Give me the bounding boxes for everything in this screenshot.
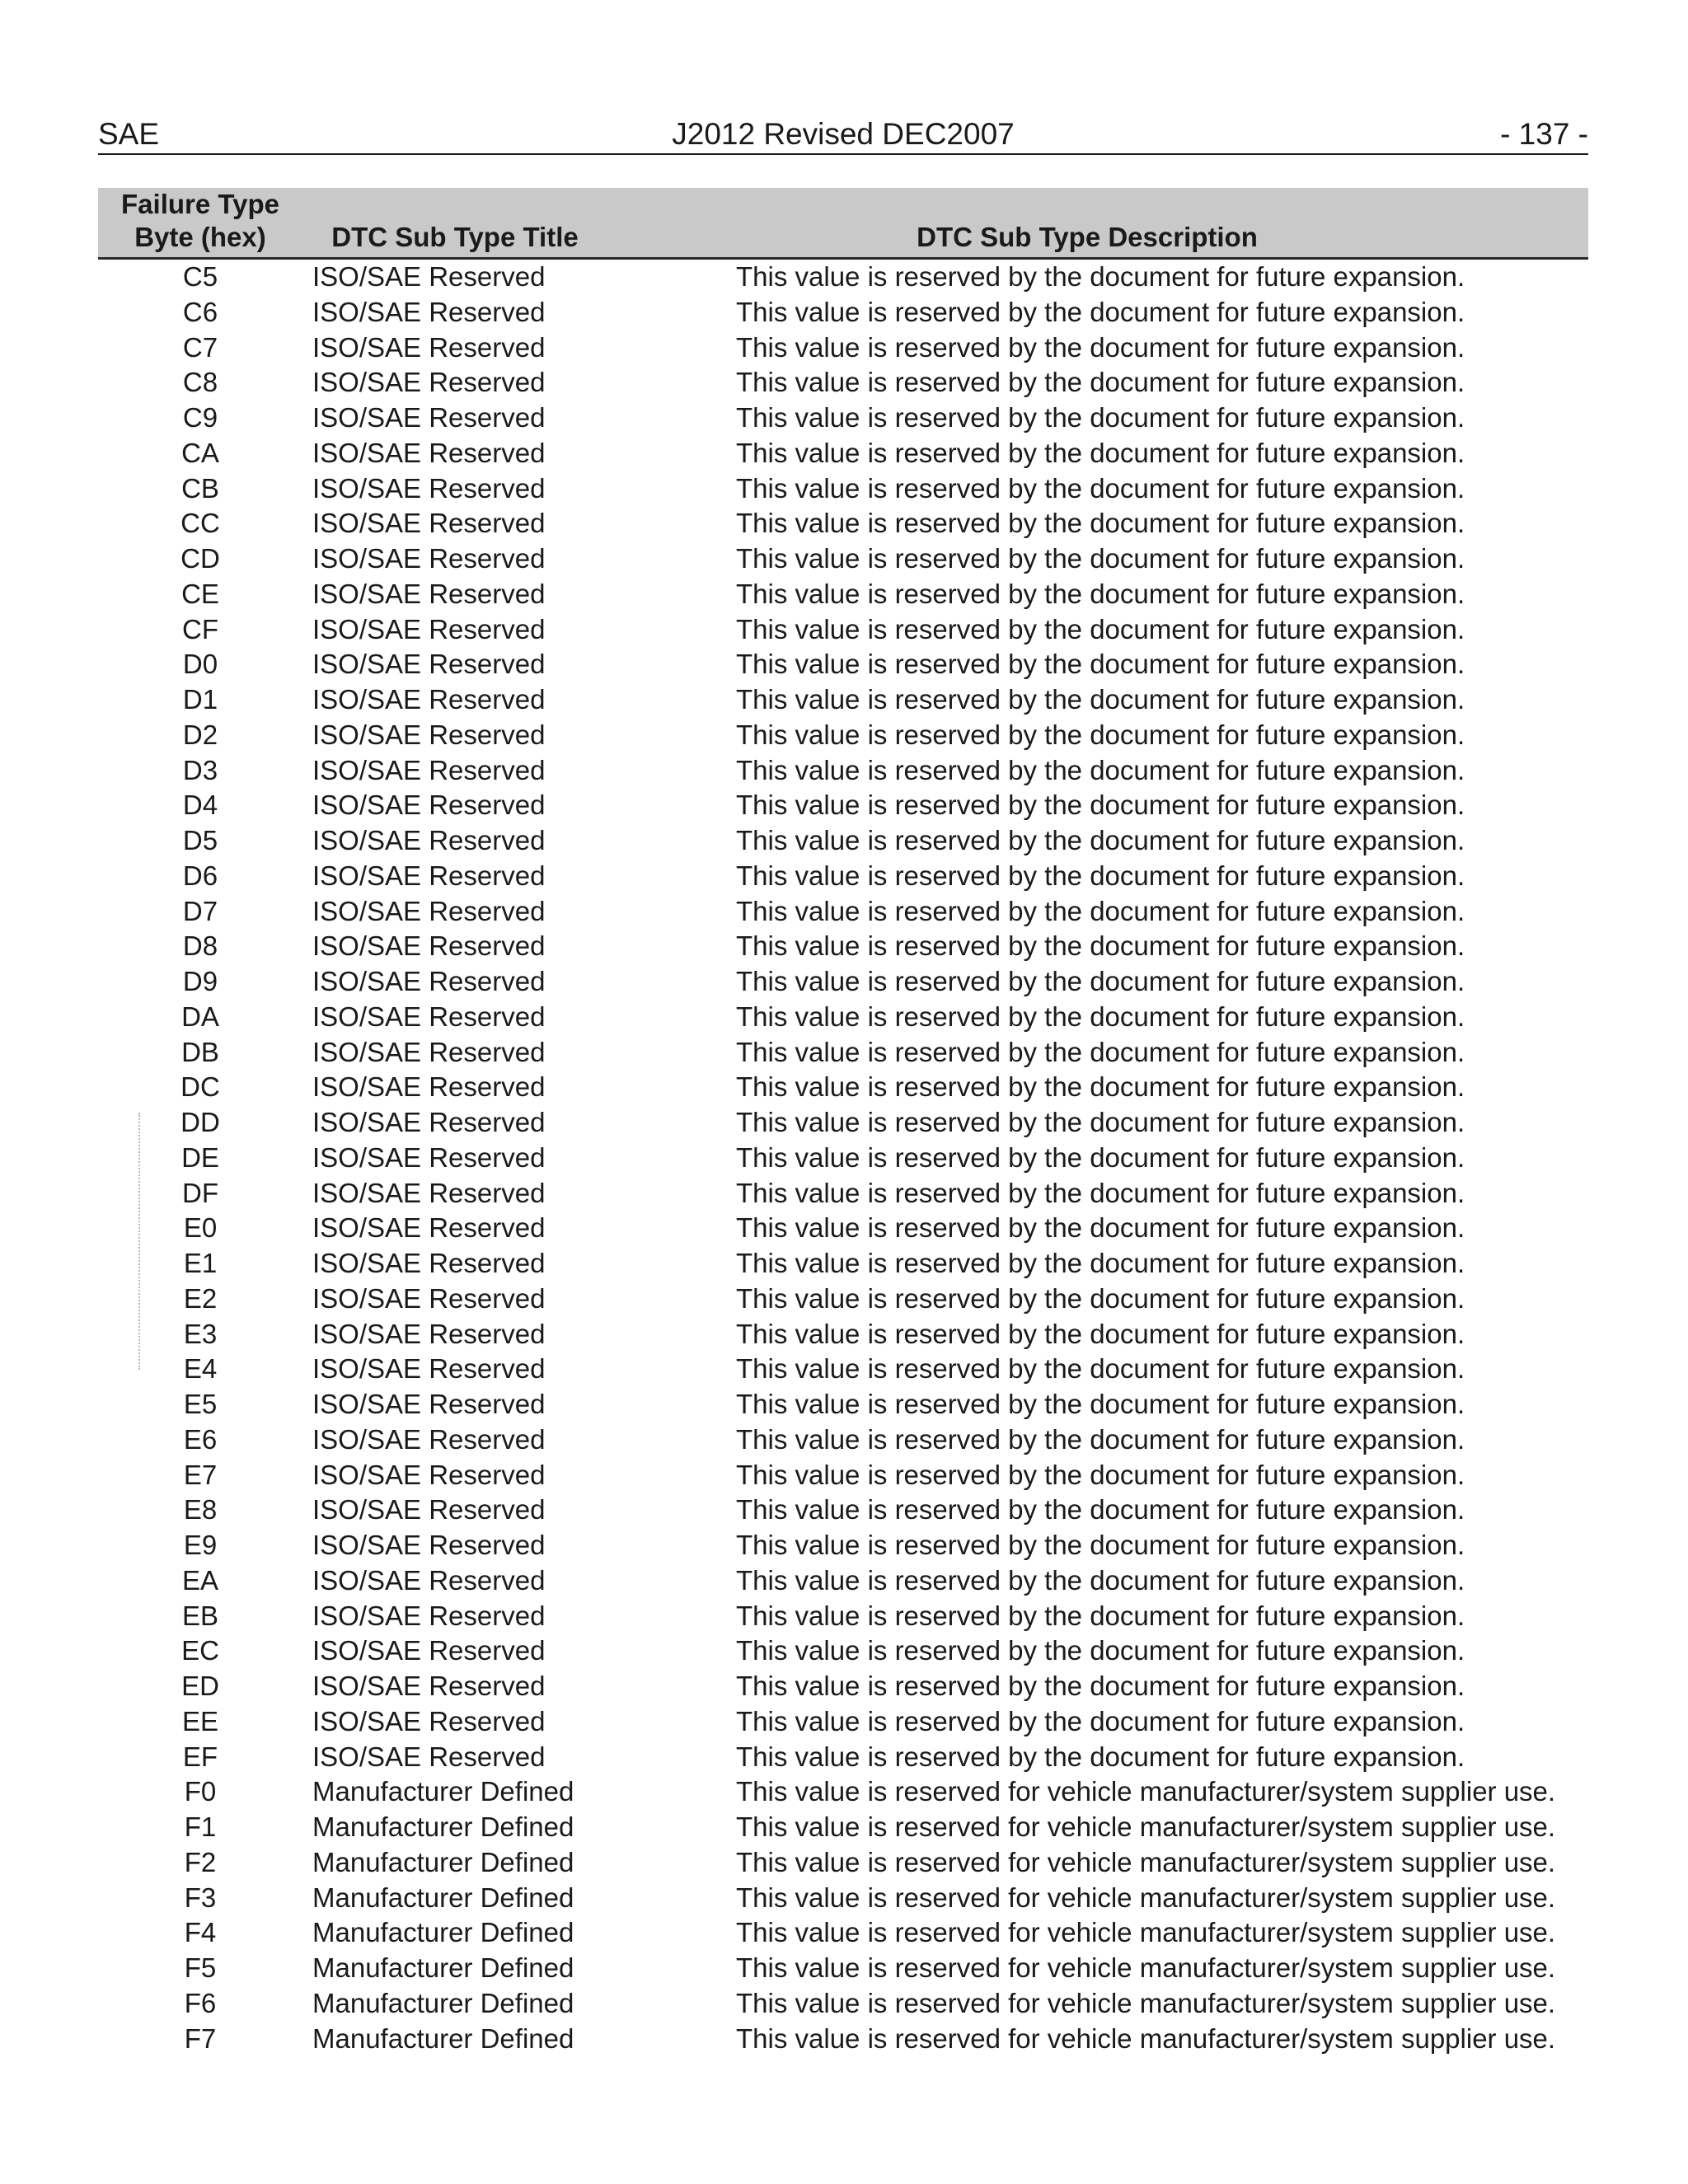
sub-type-title-cell: ISO/SAE Reserved — [312, 1282, 546, 1314]
failure-type-byte-cell: C9 — [182, 402, 218, 433]
table-row — [98, 1774, 1588, 1810]
sub-type-description-cell: This value is reserved by the document for future expansion. — [736, 437, 1465, 468]
table-row — [98, 1317, 1588, 1352]
sub-type-description-cell: This value is reserved by the document for future expansion. — [736, 1318, 1465, 1349]
sub-type-description-cell: This value is reserved by the document for future expansion. — [736, 472, 1465, 504]
sub-type-title-cell: ISO/SAE Reserved — [312, 1141, 546, 1173]
table-row — [98, 859, 1588, 894]
column-header-failure-type — [98, 188, 302, 254]
failure-type-byte-cell: D6 — [182, 860, 218, 891]
failure-type-byte-cell: EC — [181, 1635, 219, 1666]
table-row — [98, 894, 1588, 930]
sub-type-title-cell: Manufacturer Defined — [312, 1882, 574, 1913]
failure-type-byte-cell: CE — [181, 578, 219, 609]
sub-type-title-cell: ISO/SAE Reserved — [312, 966, 546, 996]
failure-type-byte-cell: DB — [181, 1036, 219, 1067]
sub-type-description-cell: This value is reserved by the document for future expansion. — [736, 1107, 1465, 1137]
sub-type-title-cell: ISO/SAE Reserved — [312, 895, 546, 926]
table-row — [98, 401, 1588, 436]
sub-type-title-cell: ISO/SAE Reserved — [312, 930, 546, 962]
failure-type-byte-cell: DC — [181, 1071, 220, 1103]
sub-type-description-cell: This value is reserved by the document for future expansion. — [736, 930, 1465, 962]
table-row — [98, 1528, 1588, 1563]
table-row — [98, 1000, 1588, 1035]
column-header-sub-type-description: DTC Sub Type Description — [917, 222, 1258, 252]
sub-type-description-cell: This value is reserved by the document for future expansion. — [736, 684, 1465, 715]
failure-type-byte-cell: F6 — [184, 1987, 217, 2018]
sub-type-title-cell: ISO/SAE Reserved — [312, 860, 546, 891]
sub-type-description-cell: This value is reserved by the document for future expansion. — [736, 543, 1465, 574]
failure-type-byte-cell: F4 — [184, 1917, 217, 1948]
table-row — [98, 1881, 1588, 1916]
failure-type-byte-cell: D7 — [182, 895, 218, 926]
failure-type-byte-cell: F2 — [184, 1846, 217, 1877]
sub-type-title-cell: ISO/SAE Reserved — [312, 1107, 546, 1137]
table-row — [98, 1211, 1588, 1246]
sub-type-title-cell: ISO/SAE Reserved — [312, 613, 546, 644]
table-row — [98, 929, 1588, 964]
sub-type-description-cell: This value is reserved by the document for future expansion. — [736, 1248, 1465, 1278]
sub-type-description-cell: This value is reserved by the document for future expansion. — [736, 1564, 1465, 1596]
failure-type-byte-cell: C7 — [182, 331, 218, 363]
sub-type-description-cell: This value is reserved by the document for future expansion. — [736, 331, 1465, 363]
failure-type-byte-cell: CB — [181, 472, 219, 504]
failure-type-byte-cell: CC — [181, 508, 220, 539]
failure-type-byte-cell: E7 — [183, 1459, 218, 1490]
failure-type-byte-cell: D1 — [182, 684, 218, 715]
sub-type-title-cell: ISO/SAE Reserved — [312, 508, 546, 539]
sub-type-description-cell: This value is reserved by the document for future expansion. — [736, 966, 1465, 996]
sub-type-title-cell: ISO/SAE Reserved — [312, 1564, 546, 1596]
sub-type-title-cell: ISO/SAE Reserved — [312, 1389, 546, 1419]
header-org: SAE — [98, 117, 160, 151]
sub-type-description-cell: This value is reserved by the document for future expansion. — [736, 613, 1465, 644]
failure-type-byte-cell: EE — [181, 1705, 219, 1736]
failure-type-byte-cell: CD — [181, 543, 220, 574]
failure-type-byte-cell: E6 — [183, 1423, 218, 1455]
table-row — [98, 1493, 1588, 1528]
table-row — [98, 365, 1588, 401]
table-row — [98, 1387, 1588, 1422]
table-row — [98, 788, 1588, 823]
sub-type-title-cell: ISO/SAE Reserved — [312, 1530, 546, 1560]
failure-type-byte-cell: E9 — [183, 1530, 218, 1560]
sub-type-title-cell: Manufacturer Defined — [312, 1917, 574, 1948]
failure-type-byte-cell: F1 — [184, 1811, 217, 1842]
sub-type-title-cell: ISO/SAE Reserved — [312, 1671, 546, 1701]
sub-type-description-cell: This value is reserved by the document for future expansion. — [736, 367, 1465, 398]
column-header-sub-type-title: DTC Sub Type Title — [331, 222, 579, 252]
failure-type-byte-cell: E3 — [183, 1318, 218, 1349]
header-page-number: - 137 - — [1500, 117, 1588, 151]
sub-type-description-cell: This value is reserved by the document for future expansion. — [736, 719, 1465, 750]
table-row — [98, 1458, 1588, 1493]
table-body — [98, 260, 1588, 2056]
sub-type-title-cell: Manufacturer Defined — [312, 1776, 574, 1807]
table-row — [98, 1986, 1588, 2022]
sub-type-title-cell: Manufacturer Defined — [312, 1952, 574, 1983]
table-row — [98, 1563, 1588, 1599]
table-row — [98, 436, 1588, 471]
sub-type-description-cell: This value is reserved by the document for future expansion. — [736, 895, 1465, 926]
sub-type-title-cell: ISO/SAE Reserved — [312, 367, 546, 398]
column-header-failure-type-line1: Failure Type — [121, 189, 279, 219]
sub-type-description-cell: This value is reserved by the document for future expansion. — [736, 1141, 1465, 1173]
table-row — [98, 330, 1588, 366]
sub-type-description-cell: This value is reserved for vehicle manufacturer/system supplier use. — [736, 1952, 1556, 1983]
sub-type-title-cell: ISO/SAE Reserved — [312, 1494, 546, 1526]
sub-type-title-cell: ISO/SAE Reserved — [312, 1001, 546, 1032]
failure-type-byte-cell: CF — [182, 613, 218, 644]
sub-type-title-cell: ISO/SAE Reserved — [312, 261, 546, 292]
table-row — [98, 1035, 1588, 1071]
sub-type-title-cell: ISO/SAE Reserved — [312, 649, 546, 680]
table-row — [98, 506, 1588, 541]
sub-type-description-cell: This value is reserved for vehicle manufacturer/system supplier use. — [736, 1776, 1556, 1807]
failure-type-byte-cell: E0 — [183, 1212, 218, 1244]
sub-type-title-cell: ISO/SAE Reserved — [312, 331, 546, 363]
sub-type-description-cell: This value is reserved by the document for future expansion. — [736, 790, 1465, 821]
table-row — [98, 1176, 1588, 1212]
table-row — [98, 541, 1588, 577]
sub-type-title-cell: Manufacturer Defined — [312, 1987, 574, 2018]
sub-type-title-cell: ISO/SAE Reserved — [312, 754, 546, 785]
sub-type-description-cell: This value is reserved for vehicle manufacturer/system supplier use. — [736, 1811, 1556, 1842]
sub-type-title-cell: ISO/SAE Reserved — [312, 1635, 546, 1666]
failure-type-byte-cell: E1 — [183, 1248, 218, 1278]
table-row — [98, 647, 1588, 682]
sub-type-title-cell: ISO/SAE Reserved — [312, 402, 546, 433]
table-row — [98, 1669, 1588, 1704]
sub-type-description-cell: This value is reserved by the document for future expansion. — [736, 1635, 1465, 1666]
failure-type-byte-cell: D3 — [182, 754, 218, 785]
sub-type-title-cell: ISO/SAE Reserved — [312, 472, 546, 504]
failure-type-byte-cell: C6 — [182, 296, 218, 327]
table-row — [98, 295, 1588, 330]
table-row — [98, 823, 1588, 859]
failure-type-byte-cell: E5 — [183, 1389, 218, 1419]
sub-type-title-cell: ISO/SAE Reserved — [312, 1318, 546, 1349]
sub-type-description-cell: This value is reserved by the document for future expansion. — [736, 1389, 1465, 1419]
sub-type-description-cell: This value is reserved by the document for future expansion. — [736, 1600, 1465, 1631]
sub-type-title-cell: ISO/SAE Reserved — [312, 719, 546, 750]
sub-type-description-cell: This value is reserved by the document for future expansion. — [736, 1353, 1465, 1385]
table-row — [98, 260, 1588, 295]
failure-type-byte-cell: C8 — [182, 367, 218, 398]
table-row — [98, 612, 1588, 648]
sub-type-description-cell: This value is reserved by the document for future expansion. — [736, 1671, 1465, 1701]
sub-type-description-cell: This value is reserved by the document for future expansion. — [736, 402, 1465, 433]
table-row — [98, 1633, 1588, 1669]
sub-type-title-cell: Manufacturer Defined — [312, 2022, 574, 2054]
sub-type-description-cell: This value is reserved by the document for future expansion. — [736, 825, 1465, 855]
sub-type-title-cell: ISO/SAE Reserved — [312, 1459, 546, 1490]
sub-type-title-cell: ISO/SAE Reserved — [312, 1705, 546, 1736]
failure-type-byte-cell: DA — [181, 1001, 219, 1032]
sub-type-title-cell: ISO/SAE Reserved — [312, 1353, 546, 1385]
failure-type-byte-cell: DE — [181, 1141, 219, 1173]
sub-type-description-cell: This value is reserved for vehicle manufacturer/system supplier use. — [736, 2022, 1556, 2054]
sub-type-title-cell: ISO/SAE Reserved — [312, 296, 546, 327]
table-row — [98, 1105, 1588, 1141]
sub-type-description-cell: This value is reserved by the document for future expansion. — [736, 261, 1465, 292]
table-row — [98, 1070, 1588, 1105]
table-row — [98, 1704, 1588, 1740]
table-row — [98, 1845, 1588, 1881]
failure-type-byte-cell: DF — [182, 1177, 218, 1208]
sub-type-description-cell: This value is reserved by the document for future expansion. — [736, 1494, 1465, 1526]
sub-type-title-cell: ISO/SAE Reserved — [312, 437, 546, 468]
table-row — [98, 1810, 1588, 1845]
sub-type-title-cell: ISO/SAE Reserved — [312, 1423, 546, 1455]
sub-type-title-cell: Manufacturer Defined — [312, 1846, 574, 1877]
failure-type-byte-cell: D2 — [182, 719, 218, 750]
sub-type-title-cell: ISO/SAE Reserved — [312, 1212, 546, 1244]
failure-type-byte-cell: E4 — [183, 1353, 218, 1385]
table-row — [98, 1422, 1588, 1458]
sub-type-description-cell: This value is reserved by the document for future expansion. — [736, 649, 1465, 680]
table-row — [98, 471, 1588, 507]
failure-type-byte-cell: EA — [181, 1564, 219, 1596]
sub-type-title-cell: ISO/SAE Reserved — [312, 825, 546, 855]
failure-type-byte-cell: E8 — [183, 1494, 218, 1526]
failure-type-byte-cell: D0 — [182, 649, 218, 680]
sub-type-title-cell: ISO/SAE Reserved — [312, 684, 546, 715]
page-header — [98, 115, 1588, 155]
sub-type-description-cell: This value is reserved by the document for future expansion. — [736, 508, 1465, 539]
sub-type-description-cell: This value is reserved by the document for future expansion. — [736, 296, 1465, 327]
sub-type-description-cell: This value is reserved by the document for future expansion. — [736, 1071, 1465, 1103]
table-row — [98, 1740, 1588, 1775]
sub-type-description-cell: This value is reserved by the document for future expansion. — [736, 1459, 1465, 1490]
sub-type-description-cell: This value is reserved for vehicle manufacturer/system supplier use. — [736, 1987, 1556, 2018]
sub-type-description-cell: This value is reserved by the document for future expansion. — [736, 860, 1465, 891]
sub-type-description-cell: This value is reserved by the document for future expansion. — [736, 1423, 1465, 1455]
sub-type-description-cell: This value is reserved by the document for future expansion. — [736, 578, 1465, 609]
sub-type-title-cell: ISO/SAE Reserved — [312, 1036, 546, 1067]
sub-type-title-cell: ISO/SAE Reserved — [312, 1248, 546, 1278]
column-header-failure-type-line2: Byte (hex) — [134, 222, 266, 252]
table-row — [98, 1915, 1588, 1951]
failure-type-byte-cell: ED — [181, 1671, 219, 1701]
table-row — [98, 964, 1588, 1000]
sub-type-title-cell: ISO/SAE Reserved — [312, 1600, 546, 1631]
failure-type-byte-cell: D9 — [182, 966, 218, 996]
table-row — [98, 577, 1588, 612]
sub-type-title-cell: ISO/SAE Reserved — [312, 1741, 546, 1772]
failure-type-byte-cell: D4 — [182, 790, 218, 821]
sub-type-description-cell: This value is reserved by the document for future expansion. — [736, 1212, 1465, 1244]
sub-type-description-cell: This value is reserved for vehicle manufacturer/system supplier use. — [736, 1917, 1556, 1948]
table-header — [98, 188, 1588, 260]
failure-type-byte-cell: EB — [181, 1600, 219, 1631]
table-row — [98, 1246, 1588, 1282]
failure-type-byte-cell: DD — [181, 1107, 220, 1137]
sub-type-title-cell: ISO/SAE Reserved — [312, 543, 546, 574]
table-row — [98, 1141, 1588, 1176]
failure-type-byte-cell: C5 — [182, 261, 218, 292]
failure-type-byte-cell: D8 — [182, 930, 218, 962]
table-row — [98, 1951, 1588, 1986]
table-row — [98, 718, 1588, 753]
table-row — [98, 1282, 1588, 1317]
sub-type-description-cell: This value is reserved by the document for future expansion. — [736, 1001, 1465, 1032]
header-document-id: J2012 Revised DEC2007 — [672, 117, 1015, 151]
failure-type-byte-cell: F0 — [184, 1776, 217, 1807]
failure-type-byte-cell: D5 — [182, 825, 218, 855]
failure-type-byte-cell: F3 — [184, 1882, 217, 1913]
failure-type-byte-cell: E2 — [183, 1282, 218, 1314]
failure-type-byte-cell: EF — [182, 1741, 218, 1772]
sub-type-description-cell: This value is reserved by the document for future expansion. — [736, 1741, 1465, 1772]
sub-type-description-cell: This value is reserved for vehicle manufacturer/system supplier use. — [736, 1882, 1556, 1913]
sub-type-title-cell: ISO/SAE Reserved — [312, 790, 546, 821]
table-row — [98, 1352, 1588, 1387]
failure-type-byte-cell: F5 — [184, 1952, 217, 1983]
table-row — [98, 682, 1588, 718]
sub-type-title-cell: ISO/SAE Reserved — [312, 578, 546, 609]
table-row — [98, 753, 1588, 789]
sub-type-description-cell: This value is reserved by the document for future expansion. — [736, 754, 1465, 785]
sub-type-title-cell: ISO/SAE Reserved — [312, 1071, 546, 1103]
sub-type-title-cell: ISO/SAE Reserved — [312, 1177, 546, 1208]
sub-type-description-cell: This value is reserved by the document for future expansion. — [736, 1036, 1465, 1067]
sub-type-description-cell: This value is reserved for vehicle manufacturer/system supplier use. — [736, 1846, 1556, 1877]
sub-type-description-cell: This value is reserved by the document for future expansion. — [736, 1177, 1465, 1208]
sub-type-description-cell: This value is reserved by the document for future expansion. — [736, 1705, 1465, 1736]
sub-type-description-cell: This value is reserved by the document for future expansion. — [736, 1530, 1465, 1560]
table-row — [98, 1599, 1588, 1634]
failure-type-byte-cell: CA — [181, 437, 219, 468]
failure-type-byte-cell: F7 — [184, 2022, 217, 2054]
sub-type-title-cell: Manufacturer Defined — [312, 1811, 574, 1842]
table-row — [98, 2022, 1588, 2057]
sub-type-description-cell: This value is reserved by the document for future expansion. — [736, 1282, 1465, 1314]
